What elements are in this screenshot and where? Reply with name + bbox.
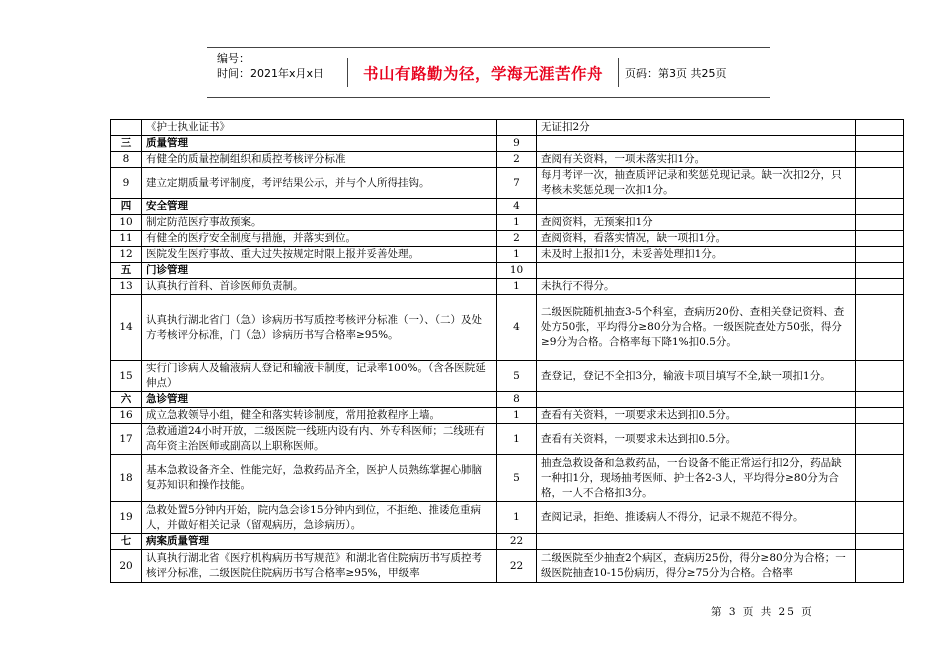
row-score: 4 bbox=[497, 199, 537, 215]
row-remark bbox=[856, 295, 904, 361]
table-row bbox=[111, 247, 904, 263]
row-remark bbox=[856, 199, 904, 215]
row-score: 2 bbox=[497, 152, 537, 168]
row-score: 1 bbox=[497, 215, 537, 231]
table-row bbox=[111, 168, 904, 199]
row-score: 7 bbox=[497, 168, 537, 199]
row-content: 医院发生医疗事故、重大过失按规定时限上报并妥善处理。 bbox=[142, 247, 497, 263]
header-motto: 书山有路勤为径，学海无涯苦作舟 bbox=[347, 58, 619, 87]
row-number: 15 bbox=[111, 361, 142, 392]
row-remark bbox=[856, 231, 904, 247]
row-method: 未及时上报扣1分，未妥善处理扣1分。 bbox=[537, 247, 856, 263]
row-remark bbox=[856, 152, 904, 168]
row-method bbox=[537, 392, 856, 408]
row-number: 14 bbox=[111, 295, 142, 361]
row-method bbox=[537, 199, 856, 215]
row-score: 2 bbox=[497, 231, 537, 247]
row-remark bbox=[856, 215, 904, 231]
table-row bbox=[111, 408, 904, 424]
table-row bbox=[111, 152, 904, 168]
row-remark bbox=[856, 361, 904, 392]
table-row bbox=[111, 361, 904, 392]
header-meta bbox=[217, 51, 324, 81]
table-row bbox=[111, 295, 904, 361]
row-score: 4 bbox=[497, 295, 537, 361]
row-score: 1 bbox=[497, 408, 537, 424]
row-method: 查登记，登记不全扣3分，输液卡项目填写不全,缺一项扣1分。 bbox=[537, 361, 856, 392]
row-content: 急救通道24小时开放，二级医院一线班内设有内、外专科医师；二线班有高年资主治医师或副高以上职称医师。 bbox=[142, 424, 497, 455]
row-method bbox=[537, 534, 856, 550]
row-method: 每月考评一次，抽查质评记录和奖惩兑现记录。缺一次扣2分，只考核未奖惩兑现一次扣1分。 bbox=[537, 168, 856, 199]
row-number: 三 bbox=[111, 136, 142, 152]
row-remark bbox=[856, 502, 904, 534]
row-content: 有健全的医疗安全制度与措施，并落实到位。 bbox=[142, 231, 497, 247]
row-content: 认真执行湖北省《医疗机构病历书写规范》和湖北省住院病历书写质控考核评分标准，二级医院住院病历书写合格率≥95%，甲级率 bbox=[142, 550, 497, 583]
row-number: 12 bbox=[111, 247, 142, 263]
row-score: 1 bbox=[497, 279, 537, 295]
page-header bbox=[207, 47, 770, 98]
row-number: 8 bbox=[111, 152, 142, 168]
section-row bbox=[111, 199, 904, 215]
row-content: 质量管理 bbox=[142, 136, 497, 152]
row-remark bbox=[856, 392, 904, 408]
row-number: 16 bbox=[111, 408, 142, 424]
row-number: 20 bbox=[111, 550, 142, 583]
row-content: 认真执行首科、首诊医师负责制。 bbox=[142, 279, 497, 295]
row-remark bbox=[856, 120, 904, 136]
row-content: 安全管理 bbox=[142, 199, 497, 215]
row-content: 《护士执业证书》 bbox=[142, 120, 497, 136]
row-method: 查阅有关资料，一项未落实扣1分。 bbox=[537, 152, 856, 168]
row-remark bbox=[856, 247, 904, 263]
row-content: 有健全的质量控制组织和质控考核评分标准 bbox=[142, 152, 497, 168]
row-number: 19 bbox=[111, 502, 142, 534]
row-number: 五 bbox=[111, 263, 142, 279]
row-number: 六 bbox=[111, 392, 142, 408]
table-row bbox=[111, 215, 904, 231]
section-row bbox=[111, 263, 904, 279]
row-content: 基本急救设备齐全、性能完好，急救药品齐全，医护人员熟练掌握心肺脑复苏知识和操作技能。 bbox=[142, 455, 497, 502]
row-number bbox=[111, 120, 142, 136]
table-row bbox=[111, 120, 904, 136]
row-number: 四 bbox=[111, 199, 142, 215]
table-row bbox=[111, 502, 904, 534]
row-remark bbox=[856, 534, 904, 550]
row-number: 11 bbox=[111, 231, 142, 247]
table-row bbox=[111, 231, 904, 247]
row-method: 无证扣2分 bbox=[537, 120, 856, 136]
table-row bbox=[111, 550, 904, 583]
assessment-table-body bbox=[111, 120, 904, 583]
row-content: 病案质量管理 bbox=[142, 534, 497, 550]
row-number: 18 bbox=[111, 455, 142, 502]
row-number: 七 bbox=[111, 534, 142, 550]
section-row bbox=[111, 392, 904, 408]
row-score: 22 bbox=[497, 550, 537, 583]
row-method: 二级医院随机抽查3-5个科室，查病历20份、查相关登记资料、查处方50张，平均得分≥80分为合格。一级医院查处方50张，得分≥9分为合格。合格率每下降1%扣0.5分。 bbox=[537, 295, 856, 361]
row-score: 8 bbox=[497, 392, 537, 408]
row-score: 1 bbox=[497, 502, 537, 534]
table-row bbox=[111, 424, 904, 455]
row-number: 13 bbox=[111, 279, 142, 295]
doc-code-label: 编号： bbox=[217, 52, 250, 65]
row-method bbox=[537, 136, 856, 152]
table-row bbox=[111, 279, 904, 295]
row-method: 查阅记录，拒绝、推诿病人不得分，记录不规范不得分。 bbox=[537, 502, 856, 534]
row-score: 10 bbox=[497, 263, 537, 279]
row-remark bbox=[856, 279, 904, 295]
row-number: 10 bbox=[111, 215, 142, 231]
row-method: 未执行不得分。 bbox=[537, 279, 856, 295]
row-content: 认真执行湖北省门（急）诊病历书写质控考核评分标准（一）、（二）及处方考核评分标准，门（急）诊病历书写合格率≥95%。 bbox=[142, 295, 497, 361]
row-remark bbox=[856, 424, 904, 455]
row-content: 急救处置5分钟内开始，院内急会诊15分钟内到位，不拒绝、推诿危重病人，并做好相关记录（留观病历，急诊病历）。 bbox=[142, 502, 497, 534]
row-method: 查看有关资料，一项要求未达到扣0.5分。 bbox=[537, 408, 856, 424]
row-number: 9 bbox=[111, 168, 142, 199]
table-row bbox=[111, 455, 904, 502]
row-score: 5 bbox=[497, 455, 537, 502]
row-method bbox=[537, 263, 856, 279]
row-content: 建立定期质量考评制度，考评结果公示，并与个人所得挂钩。 bbox=[142, 168, 497, 199]
row-remark bbox=[856, 136, 904, 152]
row-method: 二级医院至少抽查2个病区，查病历25份，得分≥80分为合格；一级医院抽查10-15份病历，得分≥75分为合格。合格率 bbox=[537, 550, 856, 583]
row-remark bbox=[856, 408, 904, 424]
section-row bbox=[111, 136, 904, 152]
header-page-info: 页码：第3页 共25页 bbox=[625, 67, 727, 80]
row-method: 查阅资料，看落实情况，缺一项扣1分。 bbox=[537, 231, 856, 247]
row-score: 1 bbox=[497, 247, 537, 263]
row-score: 9 bbox=[497, 136, 537, 152]
assessment-table bbox=[110, 119, 904, 583]
row-score: 5 bbox=[497, 361, 537, 392]
row-remark bbox=[856, 168, 904, 199]
row-method: 查阅资料，无预案扣1分 bbox=[537, 215, 856, 231]
page-footer: 第 3 页 共 25 页 bbox=[711, 606, 814, 618]
row-remark bbox=[856, 550, 904, 583]
row-score: 1 bbox=[497, 424, 537, 455]
row-content: 急诊管理 bbox=[142, 392, 497, 408]
row-score: 22 bbox=[497, 534, 537, 550]
row-number: 17 bbox=[111, 424, 142, 455]
doc-time-label: 时间：2021年x月x日 bbox=[217, 67, 325, 80]
row-remark bbox=[856, 263, 904, 279]
section-row bbox=[111, 534, 904, 550]
row-remark bbox=[856, 455, 904, 502]
row-content: 制定防范医疗事故预案。 bbox=[142, 215, 497, 231]
row-content: 成立急救领导小组，健全和落实转诊制度，常用抢救程序上墙。 bbox=[142, 408, 497, 424]
row-method: 查看有关资料，一项要求未达到扣0.5分。 bbox=[537, 424, 856, 455]
row-content: 门诊管理 bbox=[142, 263, 497, 279]
row-score bbox=[497, 120, 537, 136]
row-method: 抽查急救设备和急救药品，一台设备不能正常运行扣2分，药品缺一种扣1分，现场抽考医师、护士各2-3人，平均得分≥80分为合格，一人不合格扣3分。 bbox=[537, 455, 856, 502]
row-content: 实行门诊病人及输液病人登记和输液卡制度，记录率100%。（含各医院延伸点） bbox=[142, 361, 497, 392]
